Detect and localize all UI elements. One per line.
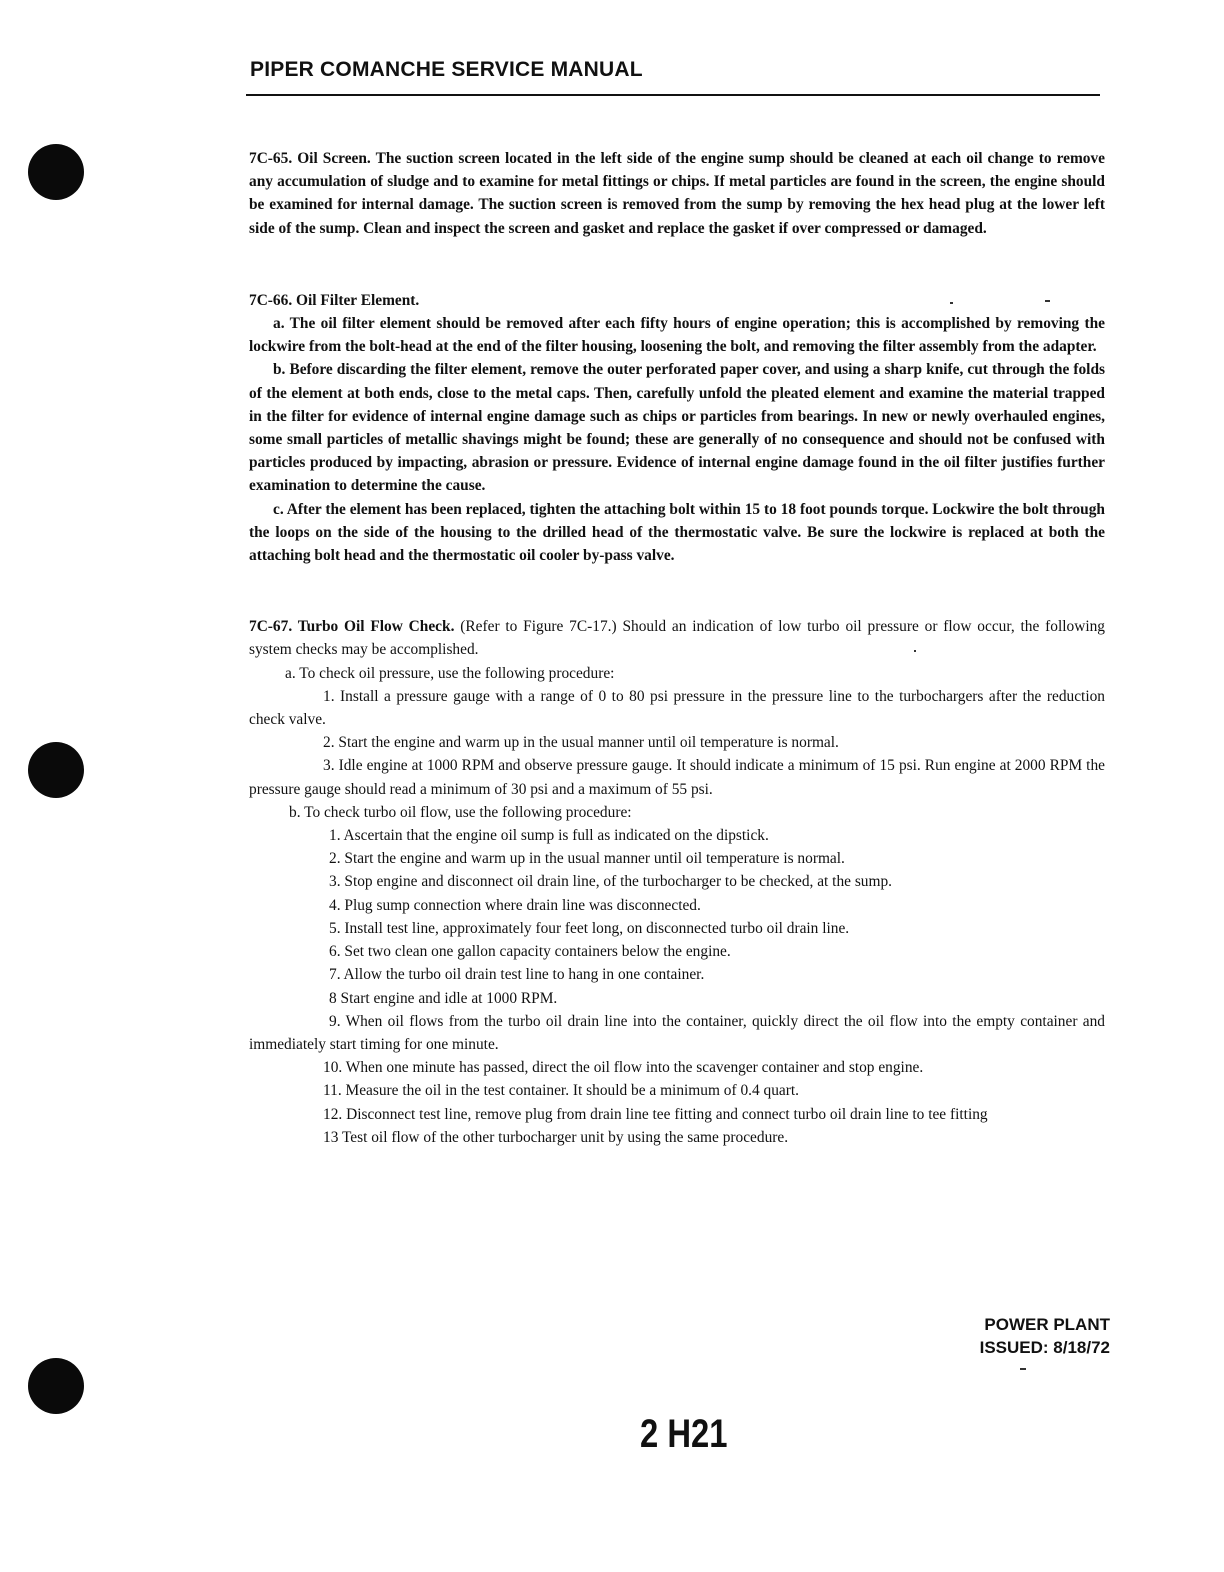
list-item: 13 Test oil flow of the other turbocharger unit by using the same procedure.	[323, 1128, 789, 1146]
scan-speck	[1020, 1368, 1026, 1370]
list-item: 2. Start the engine and warm up in the usual manner until oil temperature is normal.	[323, 734, 839, 752]
list-item: 11. Measure the oil in the test container. It should be a minimum of 0.4 quart.	[323, 1082, 800, 1100]
header-rule	[246, 94, 1100, 96]
oil-filter-step-b: b. Before discarding the filter element, remove the outer perforated paper cover, and using a sharp knife, cut through the folds of the element at both ends, close to the metal caps. Then, carefully unfold the pleated element and examine the material trapped in the filter for evidence of internal engine damage such as chips or particles from bearings. In new or newly overhauled engines, some small particles of metallic shavings might be found; these are generally of no consequence and should not be confused with particles produced by impacting, abrasion or pressure. Evidence of internal engine damage found in the oil filter justifies further examination to determine the cause.	[249, 361, 1105, 495]
list-item: 1. Install a pressure gauge with a range of 0 to 80 psi pressure in the pressure line to the turbochargers after the reduction check valve.	[249, 687, 1105, 729]
pressure-check-steps	[249, 685, 1105, 801]
section-title: 7C-65. Oil Screen.	[249, 150, 371, 167]
section-oil-screen	[249, 147, 1105, 240]
list-item: 5. Install test line, approximately four feet long, on disconnected turbo oil drain line.	[329, 919, 850, 937]
list-item: 9. When oil flows from the turbo oil drain line into the container, quickly direct the oil flow into the empty container and immediately start timing for one minute.	[249, 1012, 1105, 1053]
flow-check-intro: b. To check turbo oil flow, use the following procedure:	[289, 803, 632, 821]
section-text: (Refer to Figure 7C-17.) Should an indication of low turbo oil pressure or flow occur, the following system checks may be accomplished.	[249, 618, 1105, 659]
list-item: 6. Set two clean one gallon capacity containers below the engine.	[329, 943, 731, 961]
list-item: 10. When one minute has passed, direct the oil flow into the scavenger container and stop engine.	[323, 1059, 924, 1077]
list-item: 4. Plug sump connection where drain line was disconnected.	[329, 896, 701, 914]
page-body	[249, 147, 1105, 1149]
page-code: 2 H21	[640, 1412, 728, 1456]
oil-filter-step-c: c. After the element has been replaced, tighten the attaching bolt within 15 to 18 foot pounds torque. Lockwire the bolt through the loops on the side of the housing to the drilled head of the thermostatic valve. Be sure the lockwire is replaced at both the attaching bolt head and the thermostatic oil cooler by-pass valve.	[249, 500, 1105, 565]
manual-title: PIPER COMANCHE SERVICE MANUAL	[250, 58, 643, 81]
section-text: The suction screen located in the left side of the engine sump should be cleaned at each oil change to remove any accumulation of sludge and to examine for metal fittings or chips. If metal particles are found in the screen, the engine should be examined for internal damage. The suction screen is removed from the sump by removing the hex head plug at the lower left side of the sump. Clean and inspect the screen and gasket and replace the gasket if over compressed or damaged.	[249, 150, 1106, 237]
binder-hole-bottom	[28, 1358, 84, 1414]
list-item: 8 Start engine and idle at 1000 RPM.	[329, 989, 558, 1007]
binder-hole-top	[28, 144, 84, 200]
list-item: 3. Idle engine at 1000 RPM and observe pressure gauge. It should indicate a minimum of 15 psi. Run engine at 2000 RPM the pressure gauge should read a minimum of 30 psi and a maximum of 55 psi.	[249, 757, 1105, 798]
list-item: 3. Stop engine and disconnect oil drain line, of the turbocharger to be checked, at the sump.	[329, 873, 893, 891]
list-item: 12. Disconnect test line, remove plug from drain line tee fitting and connect turbo oil drain line to tee fitting	[323, 1105, 988, 1123]
footer-issued: ISSUED: 8/18/72	[979, 1338, 1110, 1357]
footer-section: POWER PLANT	[984, 1315, 1110, 1334]
section-turbo-oil-flow	[249, 615, 1105, 661]
oil-filter-step-a: a. The oil filter element should be removed after each fifty hours of engine operation; this is accomplished by removing the lockwire from the bolt-head at the end of the filter housing, loosening the bolt, and removing the filter assembly from the adapter.	[249, 315, 1105, 356]
list-item: 1. Ascertain that the engine oil sump is full as indicated on the dipstick.	[329, 827, 769, 845]
pressure-check-intro: a. To check oil pressure, use the following procedure:	[285, 664, 615, 682]
page-footer	[980, 1313, 1110, 1359]
section-title: 7C-67. Turbo Oil Flow Check.	[249, 618, 455, 636]
list-item: 7. Allow the turbo oil drain test line to hang in one container.	[329, 966, 705, 984]
flow-check-steps	[249, 824, 1105, 1149]
list-item: 2. Start the engine and warm up in the usual manner until oil temperature is normal.	[329, 850, 845, 868]
binder-hole-middle	[28, 742, 84, 798]
section-oil-filter-title: 7C-66. Oil Filter Element.	[249, 291, 420, 309]
